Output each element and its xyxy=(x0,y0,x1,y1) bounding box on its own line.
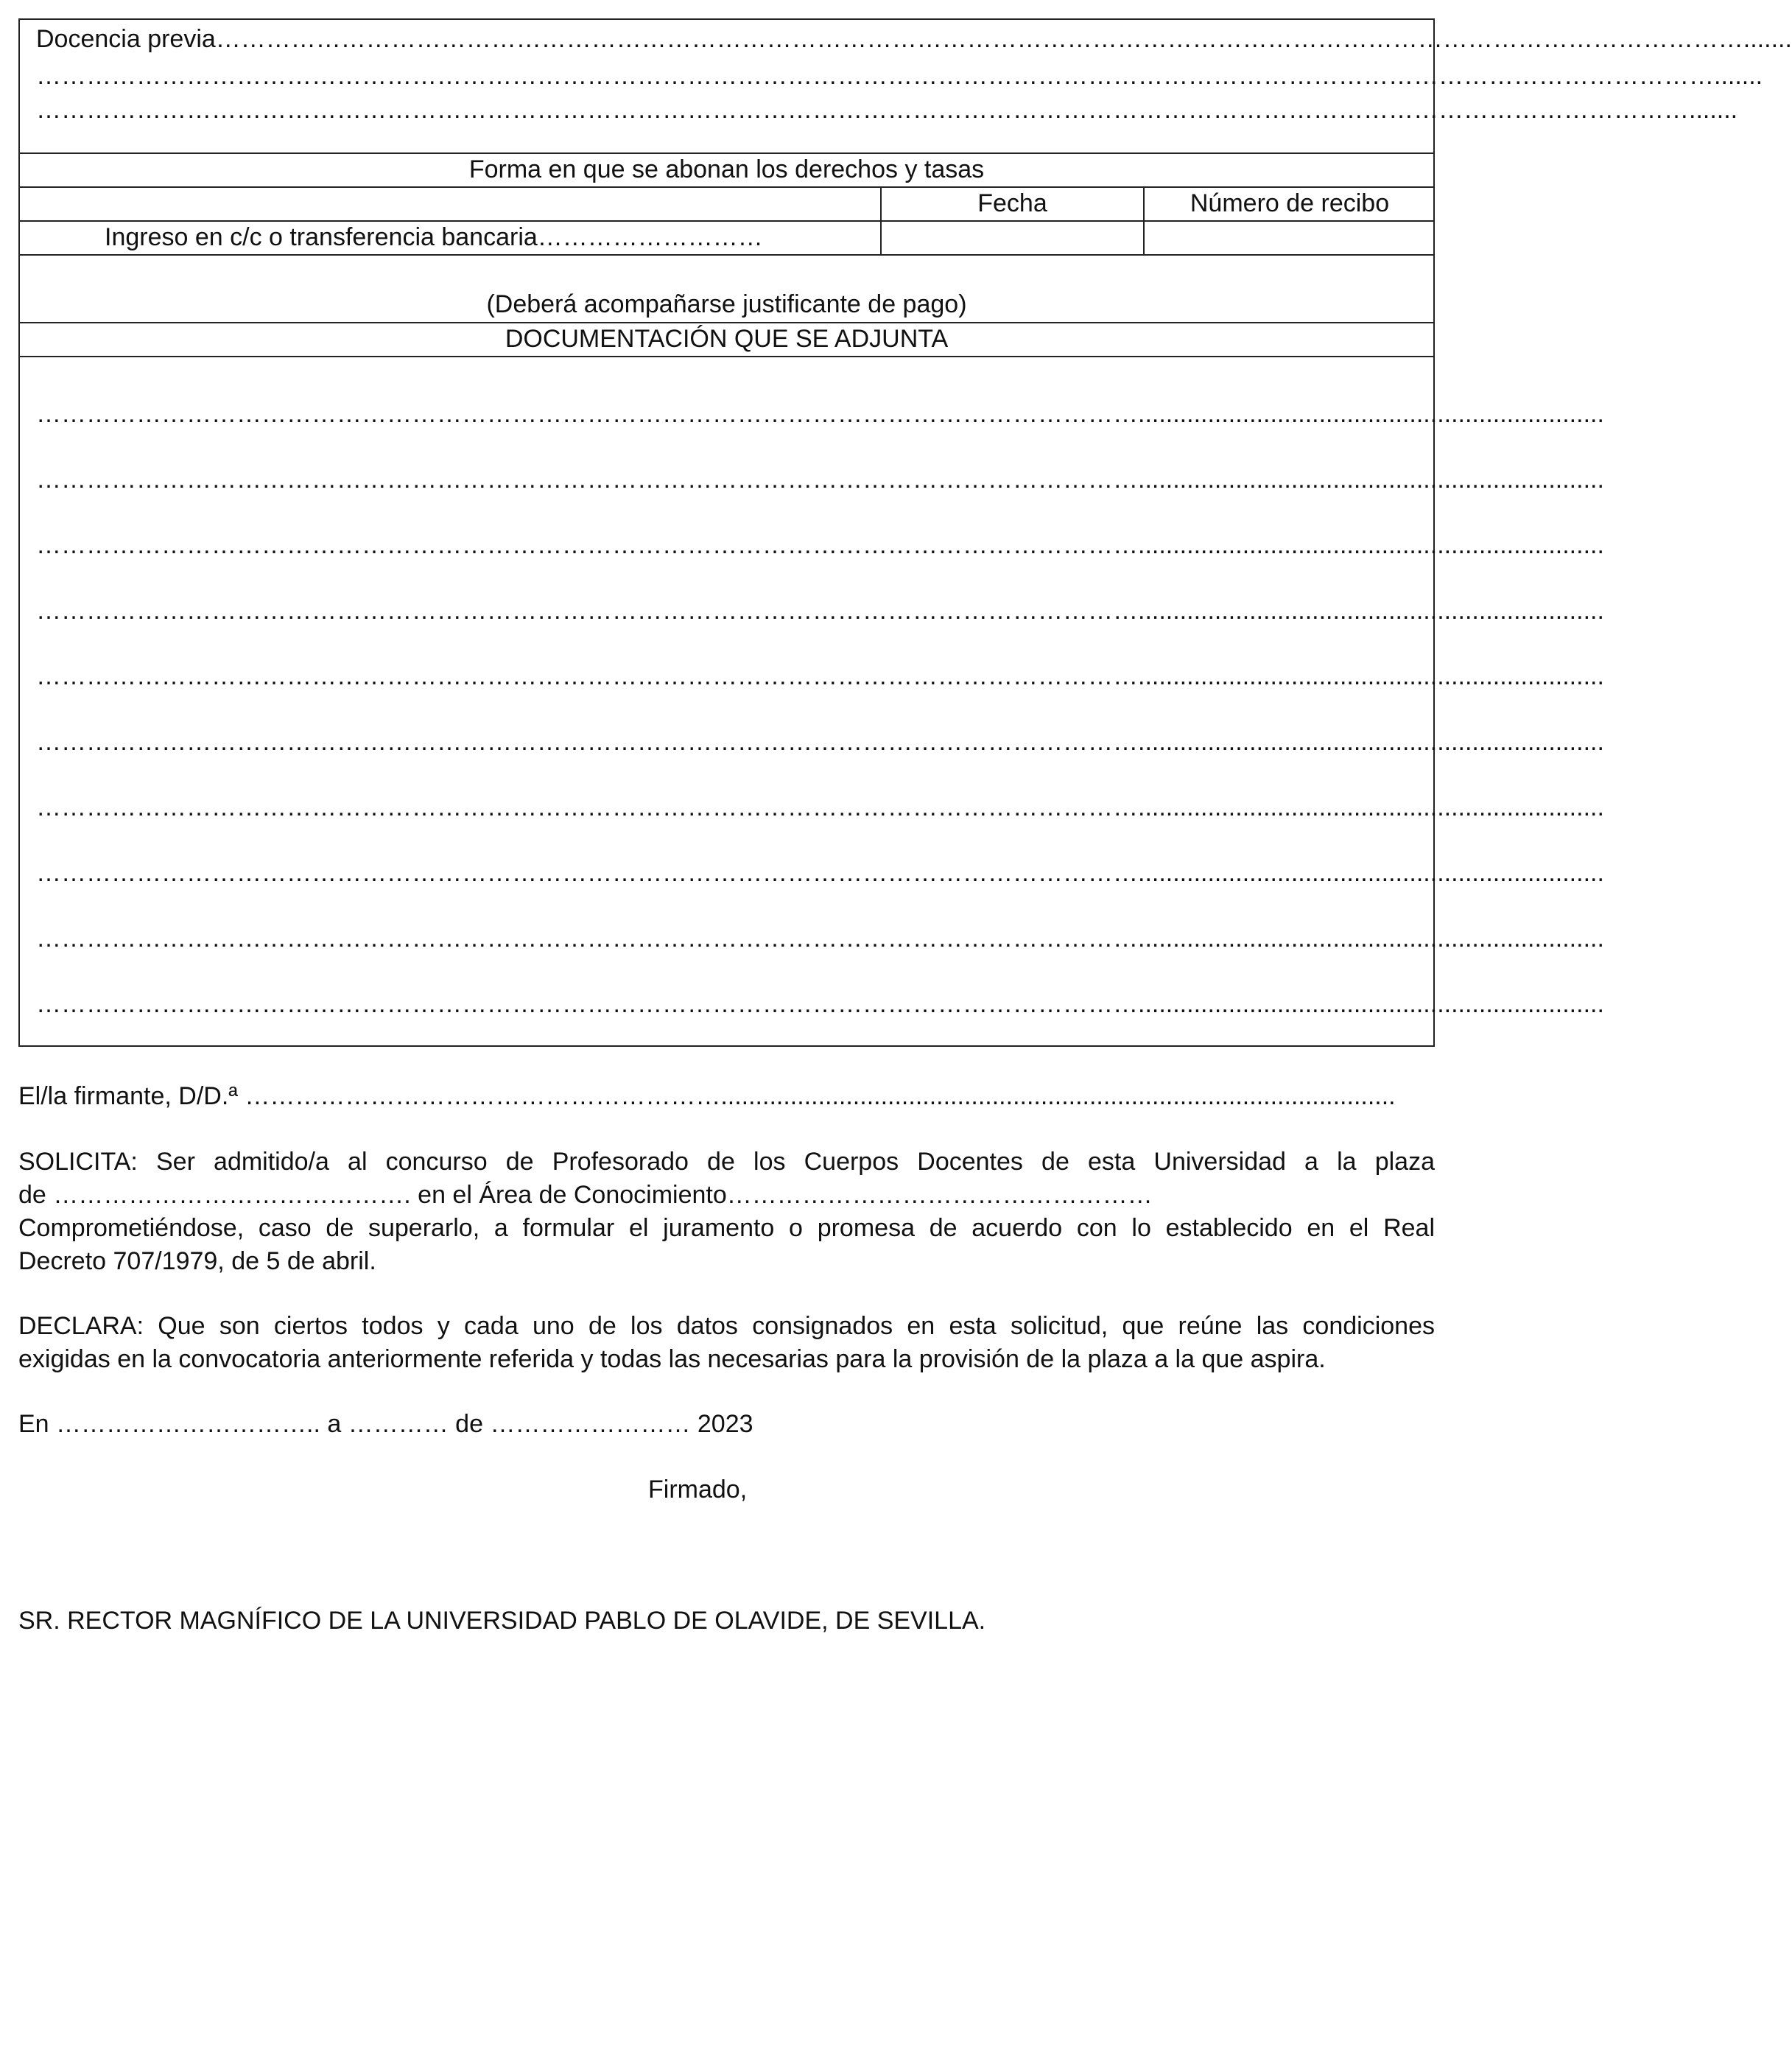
ingreso-transferencia-label: Ingreso en c/c o transferencia bancaria……………………… xyxy=(105,223,763,251)
fecha-input-cell[interactable] xyxy=(882,222,1143,253)
documentation-line[interactable]: ……………………………………………………………………………………………………………………................................................................... xyxy=(36,793,1604,821)
compromete-line-2: Decreto 707/1979, de 5 de abril. xyxy=(18,1247,376,1275)
documentation-line[interactable]: ……………………………………………………………………………………………………………………................................................................... xyxy=(36,597,1604,625)
solicita-line-1: SOLICITA: Ser admitido/a al concurso de Profesorado de los Cuerpos Docentes de esta Universidad a la plaza xyxy=(18,1148,1435,1176)
divider-documentation-header xyxy=(20,356,1433,357)
documentation-line[interactable]: ……………………………………………………………………………………………………………………................................................................... xyxy=(36,925,1604,953)
documentation-line[interactable]: ……………………………………………………………………………………………………………………................................................................... xyxy=(36,466,1604,494)
addressee-line: SR. RECTOR MAGNÍFICO DE LA UNIVERSIDAD PABLO DE OLAVIDE, DE SEVILLA. xyxy=(18,1607,986,1635)
firmante-line[interactable]: El/la firmante, D/D.ª …………………………………………………................................................................................................. xyxy=(18,1082,1396,1110)
column-header-fecha: Fecha xyxy=(977,189,1047,217)
justificante-note: (Deberá acompañarse justificante de pago) xyxy=(486,290,967,318)
compromete-line-1: Comprometiéndose, caso de superarlo, a formular el juramento o promesa de acuerdo con lo establecido en el Real xyxy=(18,1214,1435,1242)
application-form-table xyxy=(18,18,1792,1047)
declara-line-1: DECLARA: Que son ciertos todos y cada uno de los datos consignados en esta solicitud, que reúne las condiciones xyxy=(18,1312,1435,1340)
solicita-line-2[interactable]: de ……………………………………. en el Área de Conocimiento…………………………………………… xyxy=(18,1181,1153,1209)
firmado-label: Firmado, xyxy=(648,1476,748,1504)
column-header-numero-recibo: Número de recibo xyxy=(1190,189,1390,217)
documentation-line[interactable]: ……………………………………………………………………………………………………………………................................................................... xyxy=(36,728,1604,756)
documentation-line[interactable]: ……………………………………………………………………………………………………………………................................................................... xyxy=(36,531,1604,559)
documentation-line[interactable]: ……………………………………………………………………………………………………………………................................................................... xyxy=(36,990,1604,1018)
declara-line-2: exigidas en la convocatoria anteriormente referida y todas las necesarias para la provisión de la plaza a la que aspira. xyxy=(18,1345,1326,1373)
divider-nota xyxy=(20,322,1433,323)
column-divider-1 xyxy=(880,186,882,254)
divider-ingreso-row xyxy=(20,254,1433,256)
docencia-previa-line-2[interactable]: …………………………………………………………………………………………………………………………………………………………………………………....... xyxy=(36,62,1763,90)
column-divider-2 xyxy=(1143,186,1145,254)
payment-section-header: Forma en que se abonan los derechos y tasas xyxy=(468,155,985,183)
numero-recibo-input-cell[interactable] xyxy=(1145,222,1435,253)
documentation-line[interactable]: ……………………………………………………………………………………………………………………................................................................... xyxy=(36,400,1604,428)
divider-payment-header xyxy=(20,186,1433,188)
documentation-line[interactable]: ……………………………………………………………………………………………………………………................................................................... xyxy=(36,662,1604,690)
divider-docencia-bottom xyxy=(20,152,1433,154)
docencia-previa-label[interactable]: Docencia previa…………………………………………………………………………………………………………………………………………………………………....... xyxy=(36,25,1792,53)
docencia-previa-line-3[interactable]: ………………………………………………………………………………………………………………………………………………………………………………....... xyxy=(36,96,1738,124)
place-and-date-line[interactable]: En ………………………….. a ………… de …………………… 2023 xyxy=(18,1410,753,1438)
documentation-line[interactable]: ……………………………………………………………………………………………………………………................................................................... xyxy=(36,859,1604,887)
documentation-section-header: DOCUMENTACIÓN QUE SE ADJUNTA xyxy=(505,325,949,353)
